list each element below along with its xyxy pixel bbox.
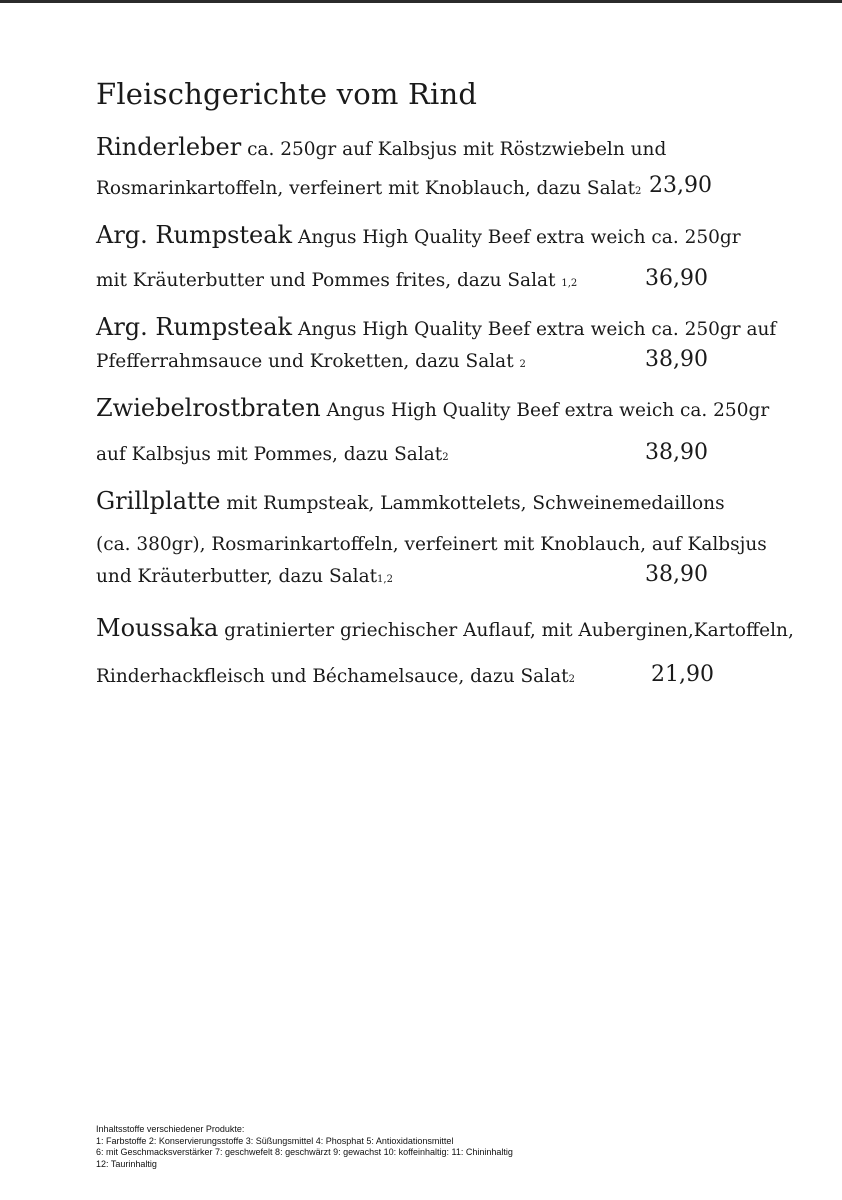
dish-description-text: mit Kräuterbutter und Pommes frites, dazu Salat — [96, 270, 556, 291]
menu-item-rumpsteak-kraeuterbutter — [96, 222, 741, 251]
dish-price: 23,90 — [649, 173, 712, 198]
top-border-line — [0, 0, 842, 3]
allergen-codes: 2 — [442, 452, 449, 463]
dish-description-text: (ca. 380gr), Rosmarinkartoffeln, verfeinert mit Knoblauch, auf Kalbsjus — [96, 534, 767, 555]
dish-price: 36,90 — [645, 266, 708, 291]
dish-price: 38,90 — [645, 440, 708, 465]
footnotes-line: 1: Farbstoffe 2: Konservierungsstoffe 3: Süßungsmittel 4: Phosphat 5: Antioxidationsmittel — [96, 1135, 454, 1146]
dish-price: 38,90 — [645, 347, 708, 372]
dish-description: Angus High Quality Beef extra weich ca. 250gr auf — [297, 319, 777, 340]
dish-name: Zwiebelrostbraten — [96, 394, 321, 422]
dish-description-continued — [96, 664, 575, 693]
dish-name: Arg. Rumpsteak — [96, 221, 293, 249]
footnotes-line: 6: mit Geschmacksverstärker 7: geschwefelt 8: geschwärzt 9: gewachst 10: koffeinhaltig: 11: Chininhaltig — [96, 1147, 513, 1157]
dish-price: 21,90 — [651, 662, 714, 687]
allergen-codes: 2 — [519, 359, 526, 370]
dish-description-continued — [96, 349, 526, 378]
dish-description: mit Rumpsteak, Lammkottelets, Schweinemedaillons — [226, 493, 725, 514]
dish-description: Angus High Quality Beef extra weich ca. 250gr — [326, 400, 770, 421]
dish-description-text: Pfefferrahmsauce und Kroketten, dazu Salat — [96, 351, 514, 372]
menu-item-rumpsteak-pfefferrahmsauce — [96, 314, 776, 343]
dish-name: Rinderleber — [96, 133, 242, 161]
menu-item-zwiebelrostbraten — [96, 395, 769, 424]
allergen-codes: 1,2 — [377, 574, 393, 585]
dish-description-continued — [96, 532, 767, 558]
dish-description: ca. 250gr auf Kalbsjus mit Röstzwiebeln und — [247, 139, 667, 160]
dish-description-text: und Kräuterbutter, dazu Salat — [96, 566, 378, 587]
dish-description-text: auf Kalbsjus mit Pommes, dazu Salat — [96, 444, 443, 465]
dish-description-continued — [96, 442, 449, 471]
dish-description-text: Rinderhackfleisch und Béchamelsauce, dazu Salat — [96, 666, 569, 687]
menu-item-grillplatte — [96, 488, 725, 517]
allergen-codes: 1,2 — [561, 278, 578, 289]
dish-description-continued — [96, 268, 577, 297]
footnotes-heading: Inhaltsstoffe verschiedener Produkte: — [96, 1124, 245, 1134]
dish-name: Grillplatte — [96, 487, 221, 515]
dish-description-continued — [96, 176, 641, 205]
dish-description-text: Rosmarinkartoffeln, verfeinert mit Knoblauch, dazu Salat — [96, 178, 636, 199]
dish-description-continued — [96, 564, 393, 593]
dish-description: gratinierter griechischer Auflauf, mit Auberginen,Kartoffeln, — [224, 620, 794, 641]
menu-item-rinderleber — [96, 134, 666, 163]
menu-item-moussaka — [96, 615, 794, 644]
footnotes-line: 12: Taurinhaltig — [96, 1158, 157, 1169]
dish-price: 38,90 — [645, 562, 708, 587]
allergen-codes: 2 — [568, 674, 575, 685]
dish-name: Moussaka — [96, 614, 219, 642]
dish-description: Angus High Quality Beef extra weich ca. 250gr — [297, 227, 741, 248]
allergen-codes: 2 — [635, 186, 642, 197]
page-title: Fleischgerichte vom Rind — [96, 77, 478, 111]
dish-name: Arg. Rumpsteak — [96, 313, 293, 341]
ingredient-footnotes — [96, 1124, 513, 1170]
